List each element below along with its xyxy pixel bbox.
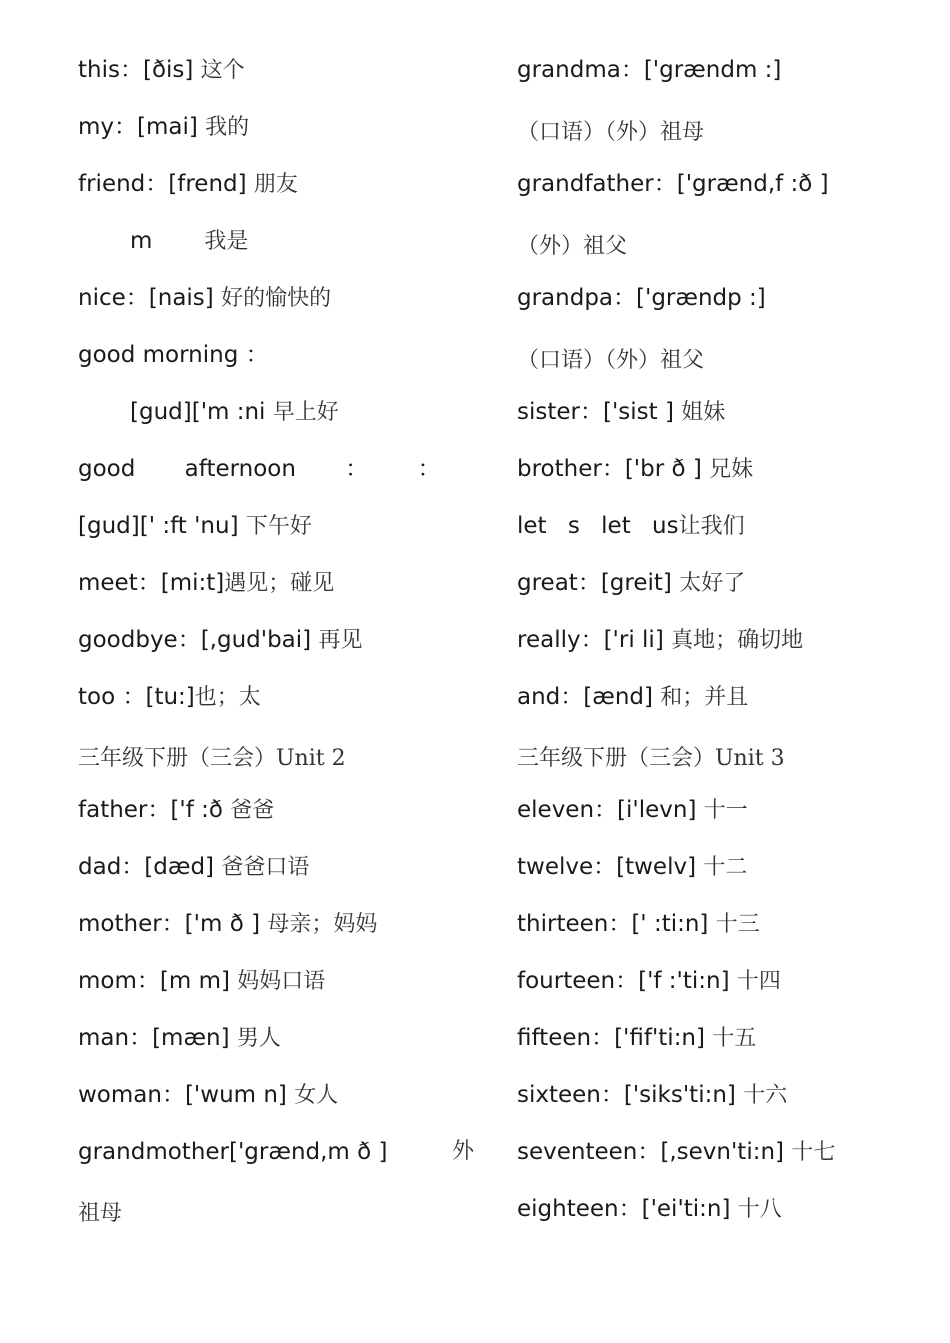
entry-sister: sister：['sist ] 姐妹 xyxy=(517,399,726,425)
section-heading-unit-2: 三年级下册（三会）Unit 2 xyxy=(78,746,346,771)
entry-man: man：[mæn] 男人 xyxy=(78,1025,281,1051)
entry-meet: meet：[mi:t]遇见；碰见 xyxy=(78,570,335,596)
entry-father: father：['f :ð 爸爸 xyxy=(78,797,275,823)
entry-sixteen: sixteen：['siks'ti:n] 十六 xyxy=(517,1082,788,1108)
entry-i-am: m 我是 xyxy=(130,228,249,254)
entry-seventeen: seventeen：[,sevn'ti:n] 十七 xyxy=(517,1139,836,1165)
entry-woman: woman：['wum n] 女人 xyxy=(78,1082,339,1108)
entry-mom: mom：[m m] 妈妈口语 xyxy=(78,968,326,994)
entry-nice: nice：[nais] 好的愉快的 xyxy=(78,285,332,311)
entry-good-afternoon-phonetic: [gud][' :ft 'nu] 下午好 xyxy=(78,513,312,539)
entry-fourteen: fourteen：['f :'ti:n] 十四 xyxy=(517,968,781,994)
entry-grandmother-meaning: 祖母 xyxy=(78,1201,123,1226)
entry-really: really：['ri li] 真地；确切地 xyxy=(517,627,804,653)
entry-twelve: twelve：[twelv] 十二 xyxy=(517,854,748,880)
entry-thirteen: thirteen：[' :ti:n] 十三 xyxy=(517,911,760,937)
entry-grandfather-meaning: （外）祖父 xyxy=(517,234,628,259)
entry-grandma-meaning: （口语）（外）祖母 xyxy=(517,120,705,145)
entry-good-morning-phonetic: [gud]['m :ni 早上好 xyxy=(130,399,339,425)
entry-too: too ：[tu:]也；太 xyxy=(78,684,261,710)
entry-grandma: grandma：['grændm :] xyxy=(517,57,782,83)
entry-grandpa-meaning: （口语）（外）祖父 xyxy=(517,348,705,373)
entry-and: and：[ænd] 和；并且 xyxy=(517,684,749,710)
entry-friend: friend：[frend] 朋友 xyxy=(78,171,298,197)
entry-brother: brother：['br ð ] 兄妹 xyxy=(517,456,754,482)
entry-my: my：[mai] 我的 xyxy=(78,114,250,140)
entry-eleven: eleven：[i'levn] 十一 xyxy=(517,797,748,823)
entry-goodbye: goodbye：[,gud'bai] 再见 xyxy=(78,627,363,653)
entry-dad: dad：[dæd] 爸爸口语 xyxy=(78,854,310,880)
entry-grandmother: grandmother['grænd,m ð ] 外 xyxy=(78,1139,475,1165)
entry-good-afternoon: good afternoon ： ： xyxy=(78,456,441,482)
entry-eighteen: eighteen：['ei'ti:n] 十八 xyxy=(517,1196,782,1222)
entry-grandpa: grandpa：['grændp :] xyxy=(517,285,766,311)
entry-good-morning: good morning ： xyxy=(78,342,269,368)
entry-grandfather: grandfather：['grænd,f :ð ] xyxy=(517,171,829,197)
entry-mother: mother：['m ð ] 母亲；妈妈 xyxy=(78,911,378,937)
entry-let-us: let s let us让我们 xyxy=(517,513,745,539)
entry-fifteen: fifteen：['fif'ti:n] 十五 xyxy=(517,1025,757,1051)
entry-great: great：[greit] 太好了 xyxy=(517,570,746,596)
entry-this: this：[ðis] 这个 xyxy=(78,57,245,83)
section-heading-unit-3: 三年级下册（三会）Unit 3 xyxy=(517,746,785,771)
